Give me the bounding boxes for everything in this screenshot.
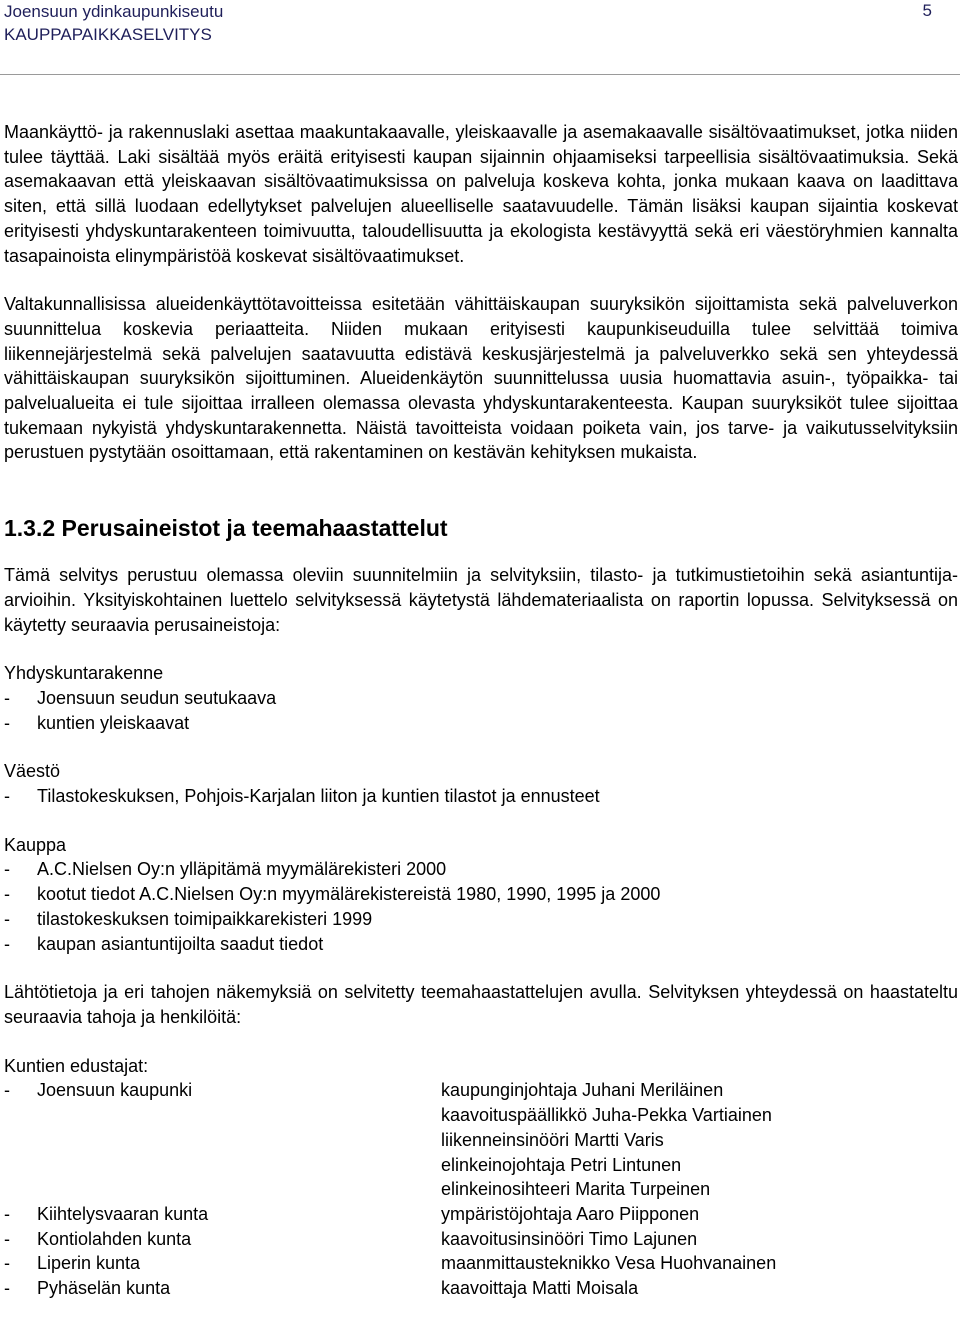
- list-dash: -: [4, 908, 10, 929]
- list-item: [4, 711, 958, 736]
- contacts-title: Kuntien edustajat:: [4, 1055, 149, 1076]
- contact-person: maanmittausteknikko Vesa Huohvanainen: [441, 1253, 777, 1274]
- list-item-text: kaupan asiantuntijoilta saadut tiedot: [37, 933, 324, 954]
- list-item: [4, 882, 958, 907]
- contact-org: Joensuun kaupunki: [37, 1080, 193, 1101]
- list-dash: -: [4, 1278, 10, 1299]
- group-title-yhdyskuntarakenne: Yhdyskuntarakenne: [4, 663, 164, 684]
- contact-row: [4, 1251, 958, 1276]
- contact-row: [4, 1227, 958, 1252]
- list-item-text: tilastokeskuksen toimipaikkarekisteri 1999: [37, 908, 373, 929]
- list-dash: -: [4, 1080, 10, 1101]
- list-item-text: kuntien yleiskaavat: [37, 712, 190, 733]
- list-item: [4, 686, 958, 711]
- group-title-vaesto: Väestö: [4, 761, 61, 782]
- paragraph-2: Valtakunnallisissa alueidenkäyttötavoitteissa esitetään vähittäiskaupan suuryksikön sijoittamista sekä palveluverkon suunnittelua koskevia periaatteita. Niiden mukaan erityisesti kaupunkiseuduilla tulee selvittää toimiva liikennejärjestelmä sekä palvelujen saatavuutta edistävä keskusjärjestelmä ja palveluverkko sekä sen yhteydessä vähittäiskaupan suuryksikön sijoittuminen. Alueidenkäytön suunnittelussa uusia huomattavia asuin-, työpaikka- tai palvelualueita ei tule sijoittaa irralleen olemassa olevasta yhdyskuntarakenteesta. Kaupan suuryksiköt tulee sijoittaa tukemaan nykyistä yhdyskuntarakennetta. Näistä tavoitteista voidaan poiketa vain, jos tarve- ja vaikutusselvityksiin perustuen pystytään osoittamaan, että rakentaminen on kestävän kehityksen mukaista.: [4, 294, 958, 463]
- list-item: [4, 784, 958, 809]
- contact-row: [4, 1103, 958, 1128]
- contact-row: [4, 1177, 958, 1202]
- paragraph-3: Tämä selvitys perustuu olemassa oleviin suunnitelmiin ja selvityksiin, tilasto- ja tutkimustietoihin sekä asiantuntija-arvioihin. Yksityiskohtainen luettelo selvityksessä käytetystä lähdemateriaalista on raportin lopussa. Selvityksessä on käytetty seuraavia perusaineistoja:: [4, 565, 958, 635]
- list-item: [4, 857, 958, 882]
- document-body: [4, 120, 958, 1301]
- header-subtitle: KAUPPAPAIKKASELVITYS: [4, 25, 212, 44]
- list-dash: -: [4, 1253, 10, 1274]
- list-item-text: Tilastokeskuksen, Pohjois-Karjalan liiton ja kuntien tilastot ja ennusteet: [37, 786, 600, 807]
- list-item-text: kootut tiedot A.C.Nielsen Oy:n myymälärekistereistä 1980, 1990, 1995 ja 2000: [37, 884, 661, 905]
- contact-org: Kiihtelysvaaran kunta: [37, 1203, 209, 1224]
- list-item-text: Joensuun seudun seutukaava: [37, 687, 277, 708]
- contact-org: Liperin kunta: [37, 1253, 141, 1274]
- section-heading: 1.3.2 Perusaineistot ja teemahaastattelut: [4, 515, 448, 542]
- list-item: [4, 907, 958, 932]
- header-title: Joensuun ydinkaupunkiseutu: [4, 2, 224, 21]
- list-dash: -: [4, 786, 10, 807]
- contact-row: [4, 1078, 958, 1103]
- contact-row: [4, 1276, 958, 1301]
- contact-org: Kontiolahden kunta: [37, 1228, 192, 1249]
- list-dash: -: [4, 859, 10, 880]
- contact-person: kaavoitusinsinööri Timo Lajunen: [441, 1228, 698, 1249]
- contact-row: [4, 1153, 958, 1178]
- list-dash: -: [4, 687, 10, 708]
- contact-person: elinkeinojohtaja Petri Lintunen: [441, 1154, 682, 1175]
- list-item-text: A.C.Nielsen Oy:n ylläpitämä myymälärekisteri 2000: [37, 859, 447, 880]
- paragraph-1: Maankäyttö- ja rakennuslaki asettaa maakuntakaavalle, yleiskaavalle ja asemakaavalle sisältövaatimukset, jotka niiden tulee täyttää. Laki sisältää myös eräitä erityisesti kaupan sijainnin ohjaamiseksi tarpeellisia sisältövaatimuksia. Sekä asemakaavan että yleiskaavan sisältövaatimuksissa on palveluja koskeva kohta, jonka mukaan kaava on laadittava siten, että sillä luodaan edellytykset palvelujen alueelliselle saatavuudelle. Tämän lisäksi kaupan sijaintia koskevat erityisesti yhdyskuntarakenteen toimivuutta, taloudellisuutta ja ekologista kestävyyttä sekä eri väestöryhmien kannalta tasapainoista elinympäristöä koskevat sisältövaatimukset.: [4, 122, 958, 266]
- contact-person: liikenneinsinööri Martti Varis: [441, 1129, 664, 1150]
- contact-person: ympäristöjohtaja Aaro Piipponen: [441, 1203, 700, 1224]
- list-dash: -: [4, 1203, 10, 1224]
- contact-org: Pyhäselän kunta: [37, 1278, 171, 1299]
- contact-person: kaavoituspäällikkö Juha-Pekka Vartiainen: [441, 1105, 772, 1126]
- paragraph-4: Lähtötietoja ja eri tahojen näkemyksiä on selvitetty teemahaastattelujen avulla. Selvityksen yhteydessä on haastateltu seuraavia tahoja ja henkilöitä:: [4, 982, 958, 1027]
- contact-person: kaavoittaja Matti Moisala: [441, 1278, 639, 1299]
- list-item: [4, 932, 958, 957]
- list-dash: -: [4, 884, 10, 905]
- header-divider: [0, 74, 960, 75]
- list-dash: -: [4, 933, 10, 954]
- contact-row: [4, 1128, 958, 1153]
- group-title-kauppa: Kauppa: [4, 834, 67, 855]
- list-dash: -: [4, 1228, 10, 1249]
- contact-row: [4, 1202, 958, 1227]
- contact-person: elinkeinosihteeri Marita Turpeinen: [441, 1179, 711, 1200]
- page-number: 5: [922, 1, 932, 20]
- list-dash: -: [4, 712, 10, 733]
- contact-person: kaupunginjohtaja Juhani Meriläinen: [441, 1080, 724, 1101]
